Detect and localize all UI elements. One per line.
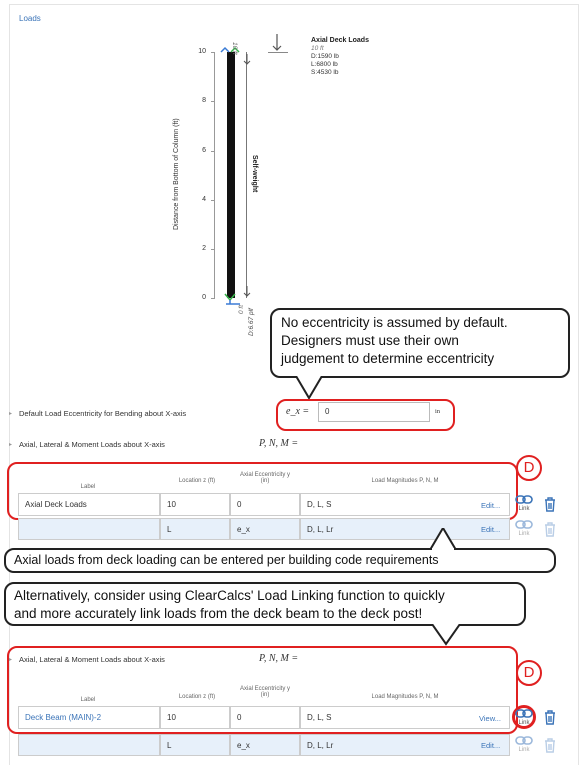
col-label-header: Label <box>80 484 96 490</box>
col-eccentricity-header <box>230 472 300 484</box>
eccentricity-symbol: e_x = <box>286 406 310 417</box>
callout-eccentricity <box>270 308 570 378</box>
callout-pointer-icon <box>296 376 322 400</box>
edit-link[interactable]: Edit... <box>481 525 501 534</box>
load-label-cell[interactable] <box>18 518 160 540</box>
y-tick: 6 <box>202 147 206 154</box>
load-location-cell[interactable]: L <box>160 518 230 540</box>
callout-line: judgement to determine eccentricity <box>281 351 495 366</box>
delete-icon[interactable] <box>543 737 557 753</box>
col-label-header: Label <box>80 697 96 703</box>
y-tick: 10 <box>198 48 206 55</box>
delete-icon[interactable] <box>543 709 557 725</box>
tick-mark <box>211 101 214 102</box>
axial-load-dead: D:1590 lb <box>311 53 339 60</box>
y-tick: 0 <box>202 294 206 301</box>
col-magnitudes-header: Load Magnitudes P, N, M <box>371 694 439 700</box>
col-eccentricity-line: (in) <box>260 692 270 698</box>
load-location-cell[interactable]: 10 <box>160 706 230 729</box>
expand-caret-icon[interactable]: ▸ <box>9 411 13 417</box>
annotation-badge: D <box>516 660 542 686</box>
load-eccentricity-cell[interactable]: e_x <box>230 734 300 756</box>
expand-caret-icon[interactable]: ▸ <box>9 442 13 448</box>
col-eccentricity-line: Axial Eccentricity y <box>239 472 290 478</box>
load-location-cell[interactable]: 10 <box>160 493 230 516</box>
col-eccentricity-line: Axial Eccentricity y <box>239 686 290 692</box>
axial-load-title: Axial Deck Loads <box>311 37 369 44</box>
tick-mark <box>211 249 214 250</box>
col-eccentricity-line: (in) <box>260 478 270 484</box>
link-button[interactable] <box>515 520 533 537</box>
link-icon <box>515 495 533 505</box>
link-text: Link <box>518 720 530 726</box>
link-button[interactable] <box>515 736 533 753</box>
load-eccentricity-cell[interactable]: 0 <box>230 706 300 729</box>
section-title: Axial, Lateral & Moment Loads about X-axis <box>19 655 165 664</box>
load-label-cell[interactable]: Axial Deck Loads <box>18 493 160 516</box>
section-formula: P, N, M = <box>259 653 299 664</box>
self-weight-value: D:6.67 plf <box>248 308 255 336</box>
callout-axial-loads: Axial loads from deck loading can be entered per building code requirements <box>4 548 556 573</box>
default-eccentricity-label: Default Load Eccentricity for Bending about X-axis <box>19 409 187 418</box>
col-magnitudes-header: Load Magnitudes P, N, M <box>371 478 439 484</box>
axial-load-snow: S:4530 lb <box>311 69 339 76</box>
axial-load-line <box>268 52 288 53</box>
load-label-cell[interactable]: Deck Beam (MAIN)-2 <box>18 706 160 729</box>
load-label-cell[interactable] <box>18 734 160 756</box>
link-icon <box>515 736 533 746</box>
self-weight-label: Self-weight <box>251 155 258 193</box>
link-button[interactable] <box>515 495 533 512</box>
tick-mark <box>211 151 214 152</box>
load-location-cell[interactable]: L <box>160 734 230 756</box>
load-eccentricity-cell[interactable]: e_x <box>230 518 300 540</box>
load-magnitudes-cell[interactable]: D, L, Lr <box>300 518 510 540</box>
delete-icon[interactable] <box>543 496 557 512</box>
callout-pointer-icon <box>430 528 456 550</box>
eccentricity-unit: in <box>435 408 441 415</box>
axial-load-location: 10 ft <box>311 45 324 52</box>
load-magnitudes-cell[interactable]: D, L, S <box>300 706 510 729</box>
self-weight-arrow-icon <box>242 54 252 66</box>
col-location-header: Location z (ft) <box>178 694 216 700</box>
bottom-marker: 0 ft <box>238 304 245 314</box>
bottom-support-icon <box>222 292 244 306</box>
loads-link[interactable]: Loads <box>19 14 41 23</box>
load-magnitudes-cell[interactable]: D, L, Lr <box>300 734 510 756</box>
link-text: Link <box>518 531 530 537</box>
y-tick: 2 <box>202 245 206 252</box>
link-icon <box>515 709 533 719</box>
top-marker: 10 ft <box>231 42 238 55</box>
link-text: Link <box>518 747 530 753</box>
callout-line: Alternatively, consider using ClearCalcs' Load Linking function to quickly <box>14 588 445 603</box>
callout-pointer-mask <box>432 548 454 551</box>
col-eccentricity-header <box>230 686 300 698</box>
axial-load-live: L:6800 lb <box>311 61 338 68</box>
callout-line: No eccentricity is assumed by default. <box>281 315 508 330</box>
link-icon <box>515 520 533 530</box>
expand-caret-icon[interactable]: ▸ <box>9 657 13 663</box>
delete-icon[interactable] <box>543 521 557 537</box>
y-axis-label: Distance from Bottom of Column (ft) <box>173 118 180 230</box>
load-eccentricity-cell[interactable]: 0 <box>230 493 300 516</box>
section-formula: P, N, M = <box>259 438 299 449</box>
tick-mark <box>211 200 214 201</box>
y-axis-line <box>214 52 215 299</box>
callout-load-linking <box>4 582 526 626</box>
column-member <box>227 52 235 298</box>
self-weight-arrow-icon <box>242 286 252 298</box>
callout-line: and more accurately link loads from the deck beam to the deck post! <box>14 606 423 621</box>
callout-pointer-icon <box>432 624 460 646</box>
y-tick: 4 <box>202 196 206 203</box>
tick-mark <box>211 52 214 53</box>
y-tick: 8 <box>202 97 206 104</box>
col-location-header: Location z (ft) <box>178 478 216 484</box>
link-text: Link <box>518 506 530 512</box>
load-magnitudes-cell[interactable]: D, L, S <box>300 493 510 516</box>
annotation-badge: D <box>516 455 542 481</box>
callout-line: Designers must use their own <box>281 333 459 348</box>
edit-link[interactable]: Edit... <box>481 741 501 750</box>
edit-link[interactable]: Edit... <box>481 501 501 510</box>
self-weight-line <box>246 52 247 298</box>
axial-load-arrow-icon <box>270 34 284 58</box>
section-title: Axial, Lateral & Moment Loads about X-axis <box>19 440 165 449</box>
view-link[interactable]: View... <box>479 714 501 723</box>
link-button[interactable] <box>515 709 533 726</box>
tick-mark <box>211 298 214 299</box>
eccentricity-input[interactable]: 0 <box>318 402 430 422</box>
